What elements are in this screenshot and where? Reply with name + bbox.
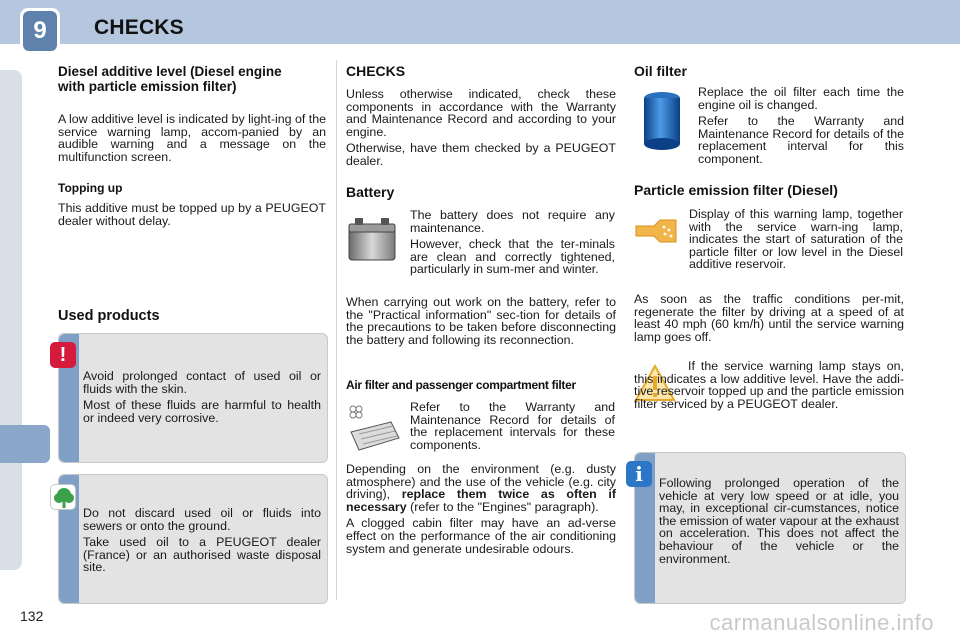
eco-note-p1: Do not discard used oil or fluids into sewers or onto the ground. [83,506,321,533]
eco-note-text [83,507,321,574]
battery-title: Battery [346,184,395,200]
column-divider [336,60,337,600]
battery-p3: When carrying out work on the battery, refer to the "Practical information" sec-tion for details of the precautions to be taken before disconnecting the battery and following its reconnection. [346,295,616,347]
diesel-additive-title: Diesel additive level (Diesel engine with particle emission filter) [58,64,282,94]
air-p1: Refer to the Warranty and Maintenance Record for details of the replacement intervals for these components. [410,400,615,452]
topping-up-text [58,202,326,227]
air-p3: A clogged cabin filter may have an ad-verse effect on the performance of the air conditioning system and generate undesirable odours. [346,516,616,556]
eco-note-box [58,474,328,604]
air-filter-text-right [410,401,615,451]
air-p2-a: Depending on the environment (e.g. dusty atmosphere) and the use of the vehicle (e.g. city driving), [346,462,616,502]
pef-p3: If the service warning lamp stays on, this indicates a low additive level. Have the addi-tive reservoir topped up and the particle emission filter serviced by a PEUGEOT dealer. [634,359,904,411]
air-p2 [346,463,616,513]
particle-filter-text-right [689,208,903,271]
particle-filter-text-full [634,293,904,343]
particle-filter-lamp-icon [634,214,680,248]
checks-p1: Unless otherwise indicated, check these components in accordance with the Warranty and Maintenance Record and according to your engine. [346,87,616,139]
pef-p2: As soon as the traffic conditions per-mit, regenerate the filter by driving at a speed of at least 40 mph (60 km/h) until the service warning lamp goes off. [634,292,904,344]
eco-note-p2: Take used oil to a PEUGEOT dealer (France) or an authorised waste disposal site. [83,535,321,575]
warning-note-box [58,333,328,463]
topping-up-title: Topping up [58,181,123,195]
leaf-icon [50,484,76,510]
page-title: CHECKS [94,16,184,39]
info-note-p1: Following prolonged operation of the vehicle at very low speed or at idle, you may, in exceptional cir-cumstances, notice the emission of water vapour at the exhaust on acceleration. This does not affect the behaviour of the vehicle or the environment. [659,476,899,566]
topping-up-paragraph: This additive must be topped up by a PEUGEOT dealer without delay. [58,201,326,228]
air-p2-c: (refer to the "Engines" paragraph). [406,499,599,514]
checks-p2: Otherwise, have them checked by a PEUGEOT dealer. [346,141,616,168]
particle-filter-warning-text [634,360,904,410]
checks-section-title: CHECKS [346,63,406,79]
chapter-number: 9 [23,11,57,51]
side-strip [0,70,22,570]
oil-filter-title: Oil filter [634,63,687,79]
battery-text-right [410,209,615,276]
info-note-text [659,477,899,565]
particle-filter-title: Particle emission filter (Diesel) [634,182,838,198]
battery-p2: However, check that the ter-minals are clean and correctly tightened, particularly in sum-mer and winter. [410,237,615,277]
used-products-title: Used products [58,308,160,324]
watermark: carmanualsonline.info [709,610,934,635]
air-filter-text-full [346,463,616,555]
page-number: 132 [20,608,44,624]
chapter-tab [20,8,60,54]
diesel-additive-text [58,113,326,163]
info-note-box [634,452,906,604]
info-badge-icon: i [626,461,652,487]
battery-p1: The battery does not require any maintenance. [410,208,615,235]
battery-icon [345,214,399,264]
oil-p1: Replace the oil filter each time the engine oil is changed. [698,85,904,112]
air-p2-emphasis: replace them twice as often if necessary [346,487,616,514]
oil-filter-text [698,86,904,166]
air-filter-title: Air filter and passenger compartment filter [346,378,576,392]
warning-note-p1: Avoid prolonged contact of used oil or fluids with the skin. [83,369,321,396]
warning-note-p2: Most of these fluids are harmful to health or indeed very corrosive. [83,398,321,425]
pef-p1: Display of this warning lamp, together with the service warn-ing lamp, indicates the start of saturation of the particle filter or low level in the Diesel additive reservoir. [689,207,903,272]
side-tab [0,425,50,463]
diesel-additive-paragraph: A low additive level is indicated by light-ing of the service warning lamp, accom-panied by an audible warning and a message on the multifunction screen. [58,112,326,164]
warning-note-text [83,370,321,424]
checks-intro-text [346,88,616,168]
oil-p2: Refer to the Warranty and Maintenance Record for details of the replacement interval for this component. [698,114,904,166]
warning-badge-icon: ! [50,342,76,368]
air-filter-icon [345,402,403,454]
oil-filter-icon [638,88,686,154]
battery-text-full [346,296,616,346]
